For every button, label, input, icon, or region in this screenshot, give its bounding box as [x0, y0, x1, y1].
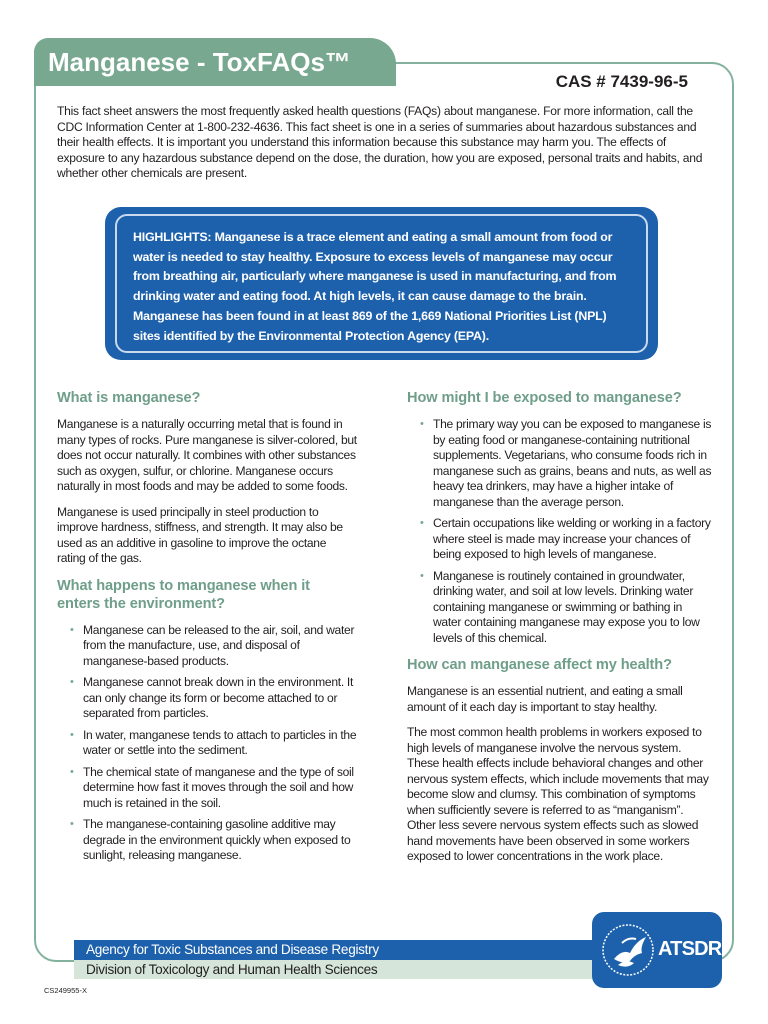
environment-heading: What happens to manganese when it enters the environment?	[57, 577, 310, 612]
logo-text: ATSDR	[658, 938, 722, 960]
health-heading: How can manganese affect my health?	[407, 657, 672, 673]
list-item: • The chemical state of manganese and the type of soil determine how fast it moves through the soil and how much is retained in the soil.	[83, 765, 357, 812]
exposure-list	[407, 417, 712, 646]
list-item: • The primary way you can be exposed to manganese is by eating food or manganese-containing nutritional supplements. Vegetarians, who consume foods rich in manganese such as grains, beans and nuts, as well as heavy tea drinkers, may have a higher intake of manganese than the average person.	[433, 417, 712, 510]
hhs-eagle-seal-icon	[600, 919, 656, 981]
highlights-label: HIGHLIGHTS:	[133, 230, 212, 244]
agency-bar: Agency for Toxic Substances and Disease Registry	[74, 940, 594, 960]
what-heading: What is manganese?	[57, 390, 201, 406]
highlights-box	[105, 207, 658, 360]
list-item: • In water, manganese tends to attach to particles in the water or settle into the sediment.	[83, 728, 357, 759]
list-item: • Manganese can be released to the air, soil, and water from the manufacture, use, and disposal of manganese-based products.	[83, 623, 357, 670]
list-item: • Manganese cannot break down in the environment. It can only change its form or become attached to or separated from particles.	[83, 675, 357, 722]
exposure-heading: How might I be exposed to manganese?	[407, 390, 682, 406]
atsdr-logo	[592, 912, 722, 988]
list-item: • Manganese is routinely contained in groundwater, drinking water, and soil at low levels. Drinking water containing manganese or swimming or bathing in water containing manganese may expose you to low levels of this chemical.	[433, 569, 712, 647]
health-paragraph-2: The most common health problems in workers exposed to high levels of manganese involve the nervous system. These health effects include behavioral changes and other nervous system effects, which include movements that may become slow and clumsy. This combination of symptoms when sufficiently severe is referred to as “manganism”. Other less severe nervous system effects such as slowed hand movements have been observed in some workers exposed to lower concentrations in the work place.	[407, 725, 709, 863]
health-paragraph-1: Manganese is an essential nutrient, and eating a small amount of it each day is important to stay healthy.	[407, 684, 683, 714]
list-item: • Certain occupations like welding or working in a factory where steel is made may increase your chances of being exposed to high levels of manganese.	[433, 516, 712, 563]
environment-list	[57, 623, 357, 864]
highlights-text: Manganese is a trace element and eating a small amount from food or water is needed to stay healthy. Exposure to excess levels of manganese may occur from breathing air, particularly where manganese is used in manufacturing, and from drinking water and eating food. At high levels, it can cause damage to the brain. Manganese has been found in at least 869 of the 1,669 National Priorities List (NPL) sites identified by the Environmental Protection Agency (EPA).	[133, 230, 617, 343]
page-title: Manganese - ToxFAQs™	[34, 38, 396, 86]
highlights-inner	[115, 214, 648, 353]
what-paragraph-2: Manganese is used principally in steel production to improve hardness, stiffness, and strength. It may also be used as an additive in gasoline to improve the octane rating of the gas.	[57, 504, 343, 565]
division-bar: Division of Toxicology and Human Health Sciences	[74, 960, 594, 979]
right-column	[407, 389, 712, 875]
cas-number: CAS # 7439-96-5	[555, 72, 688, 91]
what-paragraph-1: Manganese is a naturally occurring metal that is found in many types of rocks. Pure manganese is silver-colored, but does not occur naturally. It combines with other substances such as oxygen, sulfur, or chlorine. Manganese occurs naturally in most foods and may be added to some foods.	[57, 417, 357, 493]
left-column	[57, 389, 357, 874]
document-code: CS249955-X	[44, 986, 87, 995]
intro-paragraph: This fact sheet answers the most frequently asked health questions (FAQs) about manganese. For more information, call the CDC Information Center at 1-800-232-4636. This fact sheet is one in a series of summaries about hazardous substances and their health effects. It is important you understand this information because this substance may harm you. The effects of exposure to any hazardous substance depend on the dose, the duration, how you are exposed, personal traits and habits, and whether other chemicals are present.	[57, 104, 703, 180]
list-item: • The manganese-containing gasoline additive may degrade in the environment quickly when exposed to sunlight, releasing manganese.	[83, 817, 357, 864]
